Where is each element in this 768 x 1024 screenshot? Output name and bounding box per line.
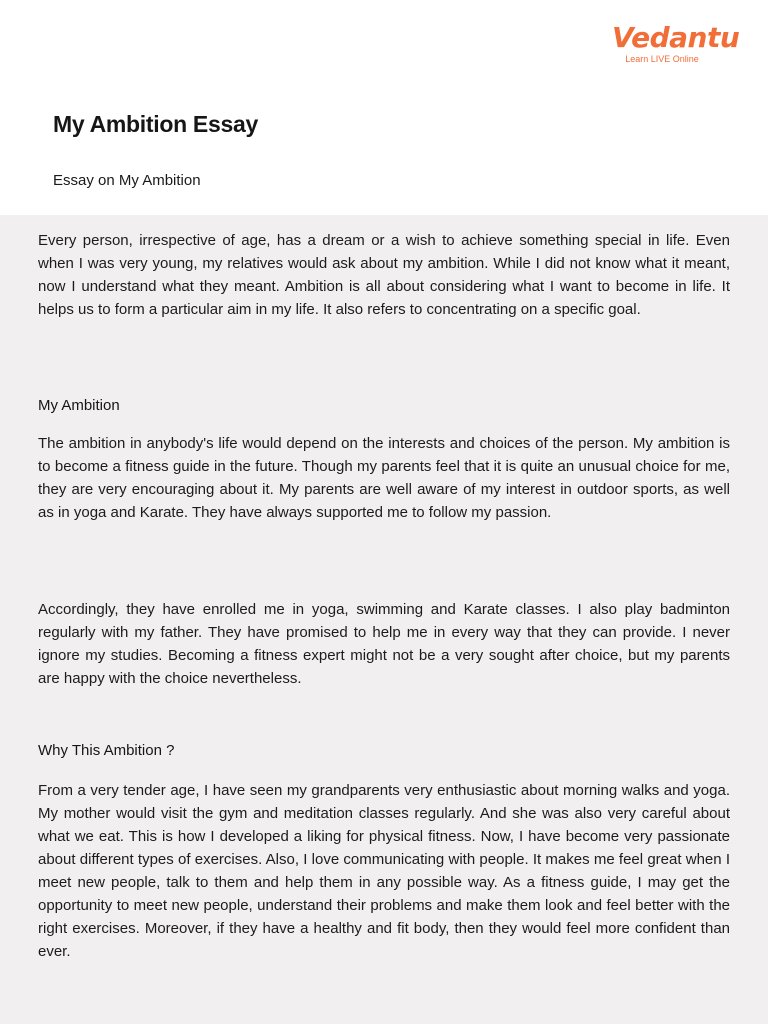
logo-tagline: Learn LIVE Online: [625, 54, 699, 64]
section-heading-why-this-ambition: Why This Ambition ?: [38, 742, 175, 759]
intro-paragraph: Every person, irrespective of age, has a dream or a wish to achieve something special in life. Even when I was very young, my relatives would ask about my ambition. While I did not know what it meant, now I understand what they meant. Ambition is all about considering what I want to become in life. It helps us to form a particular aim in my life. It also refers to concentrating on a specific goal.: [38, 232, 730, 318]
page-subtitle: Essay on My Ambition: [53, 172, 201, 189]
my-ambition-paragraph-2: Accordingly, they have enrolled me in yoga, swimming and Karate classes. I also play badminton regularly with my father. They have promised to help me in every way that they can provide. I never ignore my studies. Becoming a fitness expert might not be a very sought after choice, but my parents are happy with the choice nevertheless.: [38, 601, 730, 687]
why-ambition-paragraph: From a very tender age, I have seen my grandparents very enthusiastic about morning walks and yoga. My mother would visit the gym and meditation classes regularly. And she was also very careful about what we eat. This is how I developed a liking for physical fitness. Now, I have become very passionate about different types of exercises. Also, I love communicating with people. It makes me feel great when I meet new people, talk to them and help them in any possible way. As a fitness guide, I may get the opportunity to meet new people, understand their problems and make them look and feel better with the right exercises. Moreover, if they have a healthy and fit body, then they would feel more confident than ever.: [38, 782, 730, 960]
section-heading-my-ambition: My Ambition: [38, 397, 120, 414]
logo-wordmark: Vedantu: [612, 21, 740, 54]
page-title: My Ambition Essay: [53, 111, 258, 137]
my-ambition-paragraph-1: The ambition in anybody's life would depend on the interests and choices of the person. My ambition is to become a fitness guide in the future. Though my parents feel that it is quite an unusual choice for me, they are very encouraging about it. My parents are well aware of my interest in outdoor sports, as well as in yoga and Karate. They have always supported me to follow my passion.: [38, 435, 730, 521]
vedantu-logo: [612, 21, 740, 65]
